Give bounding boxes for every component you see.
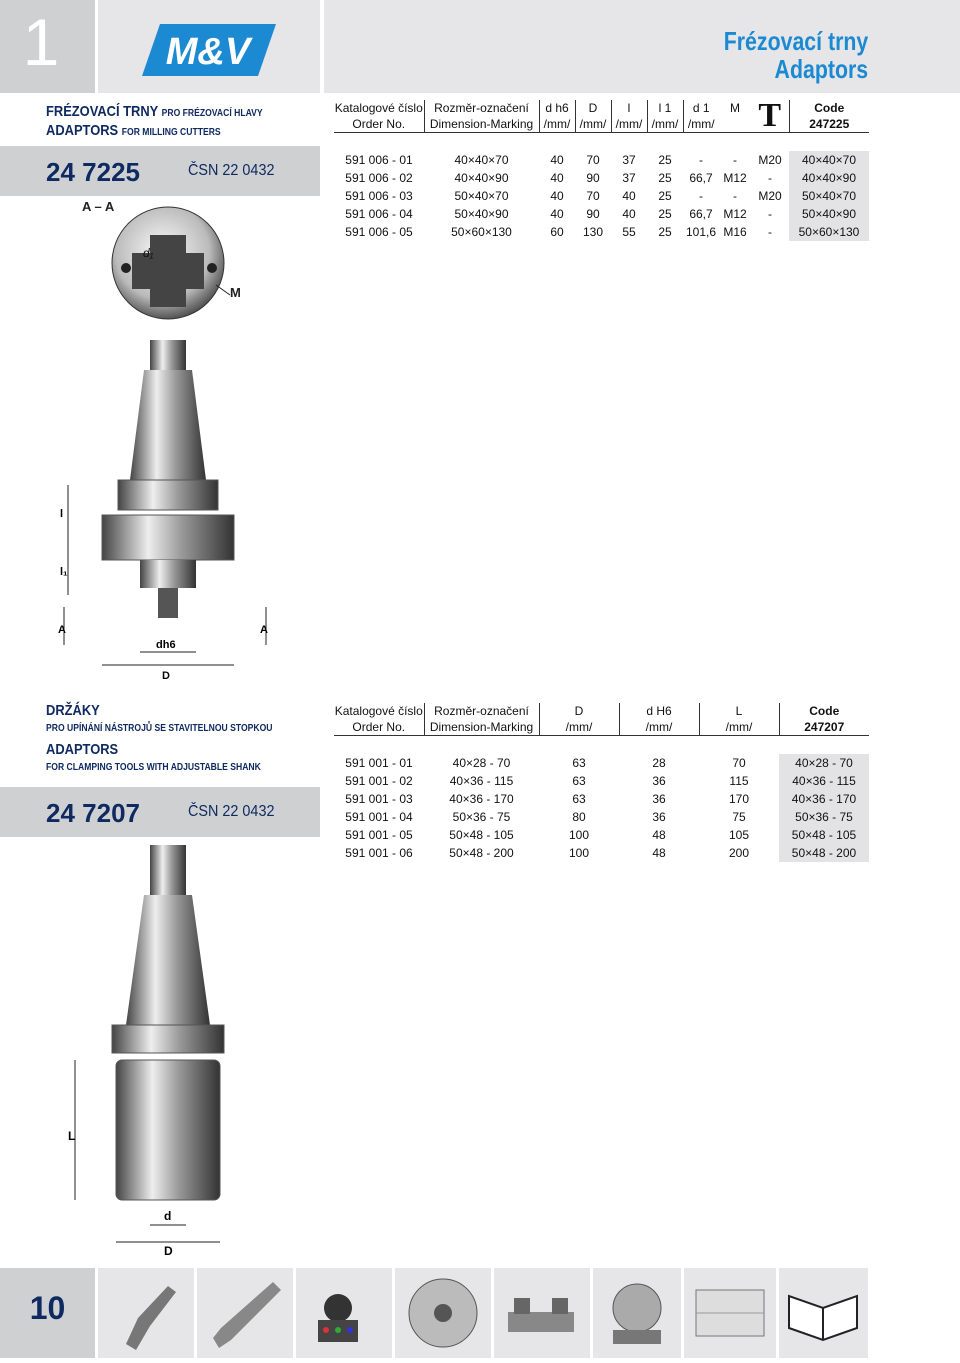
table-cell: 40×28 - 70 — [779, 754, 869, 772]
table-row — [334, 169, 869, 187]
table-cell: - — [768, 207, 772, 221]
bolt-hole-left — [121, 263, 131, 273]
table-cell: 130 — [582, 225, 604, 239]
section2-standard: ČSN 22 0432 — [188, 803, 275, 820]
chapter-number: 1 — [22, 5, 58, 79]
table-cell: 40×36 - 115 — [449, 774, 514, 788]
table-cell: 60 — [550, 225, 564, 239]
label-d-small: d — [164, 1209, 172, 1223]
col2-d: D /mm/ — [539, 703, 619, 736]
section2-title-en-small: FOR CLAMPING TOOLS WITH ADJUSTABLE SHANK — [46, 762, 261, 773]
table-cell: 25 — [658, 189, 672, 203]
page-title-cz: Frézovací trny — [723, 26, 868, 56]
toolbox-icon[interactable] — [684, 1268, 776, 1358]
section2-title-cz-big: DRŽÁKY — [46, 702, 100, 719]
tool-holder-icon[interactable] — [98, 1268, 194, 1358]
table-cell: 40×36 - 170 — [779, 790, 869, 808]
holder-body — [116, 1060, 220, 1200]
table-cell: M12 — [723, 207, 747, 221]
section2-title-en-big: ADAPTORS — [46, 741, 119, 758]
label-d: D — [162, 670, 170, 682]
col-l: l /mm/ — [611, 100, 647, 133]
section1-title-en-big: ADAPTORS — [46, 122, 119, 139]
header-gap — [334, 736, 869, 755]
table-cell: 40 — [550, 171, 564, 185]
table-cell: M16 — [723, 225, 747, 239]
table-cell: 70 — [586, 189, 600, 203]
table-cell: 40 — [622, 207, 636, 221]
flange — [118, 480, 218, 510]
table-cell: 50×36 - 75 — [779, 808, 869, 826]
vise-icon[interactable] — [494, 1268, 590, 1358]
col2-dimension: Rozměr-označení Dimension-Marking — [424, 703, 539, 736]
label-a-right: A — [260, 624, 268, 636]
table-cell: 25 — [658, 225, 672, 239]
table-cell: 36 — [652, 810, 666, 824]
table-row — [334, 826, 869, 844]
table-cell: 40 — [550, 153, 564, 167]
holder-flange — [112, 1025, 224, 1053]
table-cell: 90 — [586, 171, 600, 185]
col-dh6: d h6 /mm/ — [539, 100, 575, 133]
col2-l: L /mm/ — [699, 703, 779, 736]
section2-table-header — [334, 703, 869, 736]
label-l1: l₁ — [60, 566, 68, 578]
table-row — [334, 844, 869, 862]
table-cell: - — [699, 189, 703, 203]
holder-drawing — [50, 840, 310, 1260]
table-cell: 591 001 - 06 — [345, 846, 413, 860]
table-cell: 25 — [658, 171, 672, 185]
table-row — [334, 205, 869, 223]
sleeve-icon[interactable] — [197, 1268, 293, 1358]
table-cell: 90 — [586, 207, 600, 221]
holder-stud — [150, 845, 186, 895]
table-cell: 50×40×70 — [454, 189, 509, 203]
table-cell: - — [768, 225, 772, 239]
table-cell: 50×40×90 — [454, 207, 509, 221]
table-cell: 55 — [622, 225, 636, 239]
table-cell: 50×48 - 200 — [779, 844, 869, 862]
table-cell: 75 — [732, 810, 746, 824]
table-cell: 37 — [622, 171, 636, 185]
lathe-chuck-icon[interactable] — [395, 1268, 491, 1358]
label-a-left: A — [58, 624, 66, 636]
table-cell: 591 006 - 04 — [345, 207, 413, 221]
table-cell: 25 — [658, 207, 672, 221]
col2-order-no: Katalogové číslo Order No. — [334, 704, 423, 734]
mv-logo — [98, 0, 320, 93]
table-cell: 115 — [729, 774, 749, 788]
table-cell: 40×36 - 170 — [449, 792, 514, 806]
section1-title-cz — [46, 103, 263, 120]
table-cell: 50×60×130 — [451, 225, 512, 239]
table-cell: 40×28 - 70 — [452, 756, 511, 770]
table-row — [334, 223, 869, 241]
table-cell: 40 — [550, 189, 564, 203]
table-cell: 100 — [568, 828, 590, 842]
table-row — [334, 772, 869, 790]
label-d1: d₁ — [143, 246, 154, 260]
section1-title-en-small: FOR MILLING CUTTERS — [121, 127, 221, 138]
page-number: 10 — [29, 1290, 66, 1326]
col-m: M — [730, 101, 740, 115]
table-cell: M20 — [758, 189, 782, 203]
table-cell: 66,7 — [689, 171, 713, 185]
logo-band — [98, 0, 320, 93]
table-cell: 40×40×90 — [789, 169, 869, 187]
section2-table — [334, 703, 869, 862]
table-cell: 50×40×90 — [789, 205, 869, 223]
table-cell: 40×40×70 — [789, 151, 869, 169]
table-cell: 591 001 - 01 — [345, 756, 413, 770]
section1-title-cz-small: PRO FRÉZOVACÍ HLAVY — [161, 108, 263, 119]
table-cell: - — [733, 153, 737, 167]
table-cell: 591 001 - 05 — [345, 828, 413, 842]
logo-text: M&V — [165, 31, 251, 73]
header-gap — [334, 133, 869, 152]
table-cell: 36 — [652, 792, 666, 806]
table-cell: 591 006 - 02 — [345, 171, 413, 185]
table-cell: 25 — [658, 153, 672, 167]
section1-standard: ČSN 22 0432 — [188, 162, 275, 179]
table-cell: 37 — [622, 153, 636, 167]
table-cell: 591 001 - 03 — [345, 792, 413, 806]
table-cell: 63 — [572, 792, 586, 806]
page-title-en: Adaptors — [774, 54, 868, 84]
table-cell: 50×48 - 105 — [779, 826, 869, 844]
table-cell: 101,6 — [685, 225, 717, 239]
taper-shank — [130, 370, 206, 480]
table-cell: 40×40×70 — [454, 153, 509, 167]
label-L: L — [68, 1129, 76, 1143]
catalog-book-icon[interactable] — [779, 1268, 868, 1358]
t-slot-icon: T — [758, 97, 782, 134]
col-d1: d 1 /mm/ — [683, 100, 719, 133]
col-order-no: Katalogové číslo Order No. — [334, 101, 423, 131]
bolt-hole-right — [207, 263, 217, 273]
screw — [158, 588, 178, 618]
table-cell: 591 006 - 03 — [345, 189, 413, 203]
col-l1: l 1 /mm/ — [647, 100, 683, 133]
table-cell: - — [768, 171, 772, 185]
tap-chuck-icon[interactable] — [296, 1268, 392, 1358]
table-cell: 591 001 - 04 — [345, 810, 413, 824]
table-cell: 50×48 - 105 — [449, 828, 514, 842]
label-dh6: dh6 — [156, 639, 176, 651]
label-m: M — [230, 285, 241, 300]
table-cell: 40 — [622, 189, 636, 203]
label-section: A – A — [82, 199, 115, 214]
adaptor-drawing — [40, 195, 310, 685]
table-cell: M12 — [723, 171, 747, 185]
col2-dh6: d H6 /mm/ — [619, 703, 699, 736]
holder-taper — [126, 895, 210, 1025]
table-cell: 70 — [732, 756, 746, 770]
table-cell: 63 — [572, 756, 586, 770]
section1-table — [334, 97, 869, 241]
table-row — [334, 790, 869, 808]
table-row — [334, 808, 869, 826]
table-cell: 591 001 - 02 — [345, 774, 413, 788]
table-cell: 105 — [728, 828, 750, 842]
col-code: Code 247225 — [789, 100, 869, 133]
table-cell: 170 — [728, 792, 750, 806]
section1-title-cz-big: FRÉZOVACÍ TRNY — [46, 103, 159, 120]
table-cell: 40×40×90 — [454, 171, 509, 185]
table-cell: - — [699, 153, 703, 167]
table-cell: 66,7 — [689, 207, 713, 221]
table-cell: 70 — [586, 153, 600, 167]
table-row — [334, 187, 869, 205]
table-cell: M20 — [758, 153, 782, 167]
table-cell: 36 — [652, 774, 666, 788]
table-cell: 48 — [652, 846, 666, 860]
dividing-head-icon[interactable] — [593, 1268, 681, 1358]
drawbar-stud — [150, 340, 186, 370]
table-cell: 200 — [728, 846, 750, 860]
table-cell: 50×40×70 — [789, 187, 869, 205]
table-cell: 48 — [652, 828, 666, 842]
table-cell: 40×36 - 115 — [779, 772, 869, 790]
table-cell: 591 006 - 01 — [345, 153, 413, 167]
col2-code: Code 247207 — [779, 703, 869, 736]
table-cell: 50×60×130 — [789, 223, 869, 241]
section1-table-header — [334, 100, 869, 133]
section1-title-en — [46, 122, 221, 139]
table-row — [334, 754, 869, 772]
table-cell: 40 — [550, 207, 564, 221]
table-row — [334, 151, 869, 169]
table-cell: 591 006 - 05 — [345, 225, 413, 239]
section1-code: 24 7225 — [46, 157, 140, 187]
table-cell: 50×48 - 200 — [449, 846, 514, 860]
col-d: D /mm/ — [575, 100, 611, 133]
pilot — [140, 560, 196, 588]
table-cell: - — [733, 189, 737, 203]
label-D-big: D — [164, 1244, 173, 1258]
table-cell: 28 — [652, 756, 666, 770]
label-l: l — [60, 508, 64, 520]
section2-title-cz-small: PRO UPÍNÁNÍ NÁSTROJŮ SE STAVITELNOU STOPKOU — [46, 723, 273, 734]
section2-code: 24 7207 — [46, 798, 140, 828]
table-cell: 100 — [568, 846, 590, 860]
table-cell: 63 — [572, 774, 586, 788]
col-t — [751, 97, 789, 134]
body-collar — [102, 515, 234, 560]
table-cell: 50×36 - 75 — [452, 810, 511, 824]
table-cell: 80 — [572, 810, 586, 824]
col-dimension: Rozměr-označení Dimension-Marking — [424, 100, 539, 133]
